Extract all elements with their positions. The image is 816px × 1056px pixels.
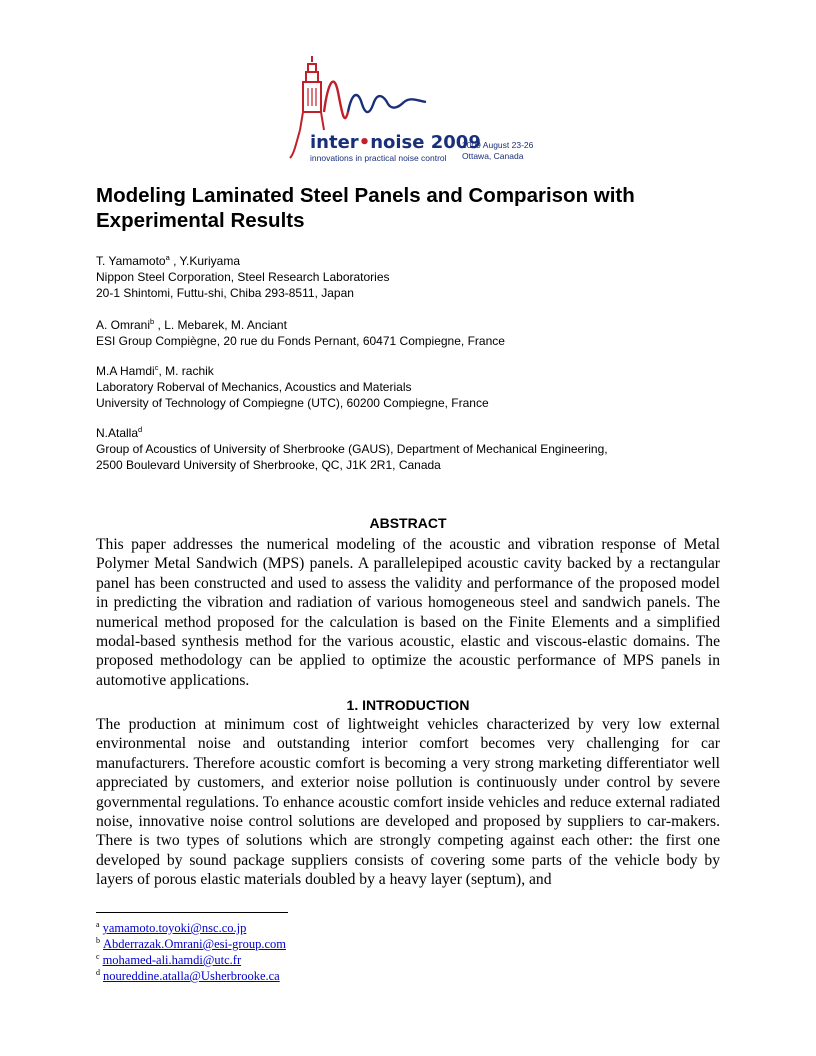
footnote-a [96, 920, 496, 936]
conference-logo [286, 52, 546, 170]
email-link[interactable]: noureddine.atalla@Usherbrooke.ca [103, 969, 280, 983]
author-group-1 [96, 253, 736, 301]
affiliation-line: University of Technology of Compiegne (UTC), 60200 Compiegne, France [96, 396, 489, 410]
footnote-mark: b [150, 317, 155, 326]
author-name: N.Atalla [96, 426, 139, 440]
author-group-3 [96, 363, 736, 411]
author-names [96, 253, 736, 269]
footnote-c [96, 952, 496, 968]
email-link[interactable]: Abderrazak.Omrani@esi-group.com [103, 937, 286, 951]
author-names [96, 363, 736, 379]
logo-subtitle: innovations in practical noise control [310, 153, 447, 163]
author-names [96, 317, 736, 333]
logo-title-part2: noise 2009 [370, 132, 481, 153]
affiliation-line: 20-1 Shintomi, Futtu-shi, Chiba 293-8511, Japan [96, 286, 354, 300]
affiliation-line: 2500 Boulevard University of Sherbrooke, QC, J1K 2R1, Canada [96, 458, 441, 472]
logo-date-place [462, 140, 533, 162]
footnote-mark: d [96, 968, 100, 977]
paper-title [96, 183, 736, 233]
email-link[interactable]: yamamoto.toyoki@nsc.co.jp [102, 921, 247, 935]
affiliation-line: Group of Acoustics of University of Sherbrooke (GAUS), Department of Mechanical Engineering, [96, 442, 608, 456]
author-group-4 [96, 425, 736, 473]
footnote-mark: c [154, 363, 159, 372]
paper-title-line-1: Modeling Laminated Steel Panels and Comparison with [96, 184, 635, 207]
logo-title-dot: • [358, 132, 371, 153]
logo-date: 2009 August 23-26 [462, 140, 534, 150]
author-name: A. Omrani [96, 318, 151, 332]
email-link[interactable]: mohamed-ali.hamdi@utc.fr [102, 953, 242, 967]
introduction-text: The production at minimum cost of lightweight vehicles characterized by very low external environmental noise and outstanding interior comfort becomes very challenging for car manufacturers. Therefore acoustic comfort is becoming a very strong marketing differentiator well appreciated by customers, and exterior noise pollution is continuously under control by severe governmental regulations. To enhance acoustic comfort inside vehicles and reduce external radiated noise, innovative noise control solutions are developed and proposed by suppliers to car-makers. There is two types of solutions which are strongly competing against each other: the first one developed by sound package suppliers consists of covering some parts of the vehicle body by layers of porous elastic materials doubled by a heavy layer (septum), and [96, 716, 720, 889]
footnote-d [96, 968, 496, 984]
logo-place: Ottawa, Canada [462, 151, 524, 161]
logo-title-part1: inter [310, 132, 359, 153]
footnote-mark: a [165, 253, 170, 262]
paper-title-line-2: Experimental Results [96, 209, 305, 232]
author-name: M.A Hamdi [96, 364, 155, 378]
affiliation-line: ESI Group Compiègne, 20 rue du Fonds Pernant, 60471 Compiegne, France [96, 334, 505, 348]
footnote-mark: c [96, 952, 100, 961]
footnote-divider [96, 912, 288, 913]
affiliation-line: Laboratory Roberval of Mechanics, Acoustics and Materials [96, 380, 412, 394]
footnotes [96, 920, 496, 984]
affiliation-line: Nippon Steel Corporation, Steel Research Laboratories [96, 270, 390, 284]
author-group-2 [96, 317, 736, 349]
coauthor-names: , M. rachik [158, 364, 214, 378]
logo-title [310, 132, 481, 153]
footnote-mark: a [96, 920, 100, 929]
author-names [96, 425, 736, 441]
footnote-mark: b [96, 936, 100, 945]
author-name: T. Yamamoto [96, 254, 166, 268]
footnote-b [96, 936, 496, 952]
coauthor-names: , Y.Kuriyama [169, 254, 241, 268]
coauthor-names: , L. Mebarek, M. Anciant [154, 318, 287, 332]
abstract-text: This paper addresses the numerical modeling of the acoustic and vibration response of Metal Polymer Metal Sandwich (MPS) panels. A parallelepiped acoustic cavity backed by a rectangular panel has been constructed and used to assess the validity and performance of the proposed model in predicting the vibration and radiation of various homogeneous steel and sandwich panels. The numerical method proposed for the calculation is based on the Finite Elements and a simplified modal-based synthesis method for the various acoustic, elastic and viscous-elastic domains. The proposed methodology can be applied to optimize the acoustic performance of MPS panels in automotive applications. [96, 536, 720, 689]
footnote-mark: d [138, 425, 143, 434]
introduction-heading: 1. INTRODUCTION [346, 697, 470, 713]
abstract-heading: ABSTRACT [369, 515, 447, 531]
